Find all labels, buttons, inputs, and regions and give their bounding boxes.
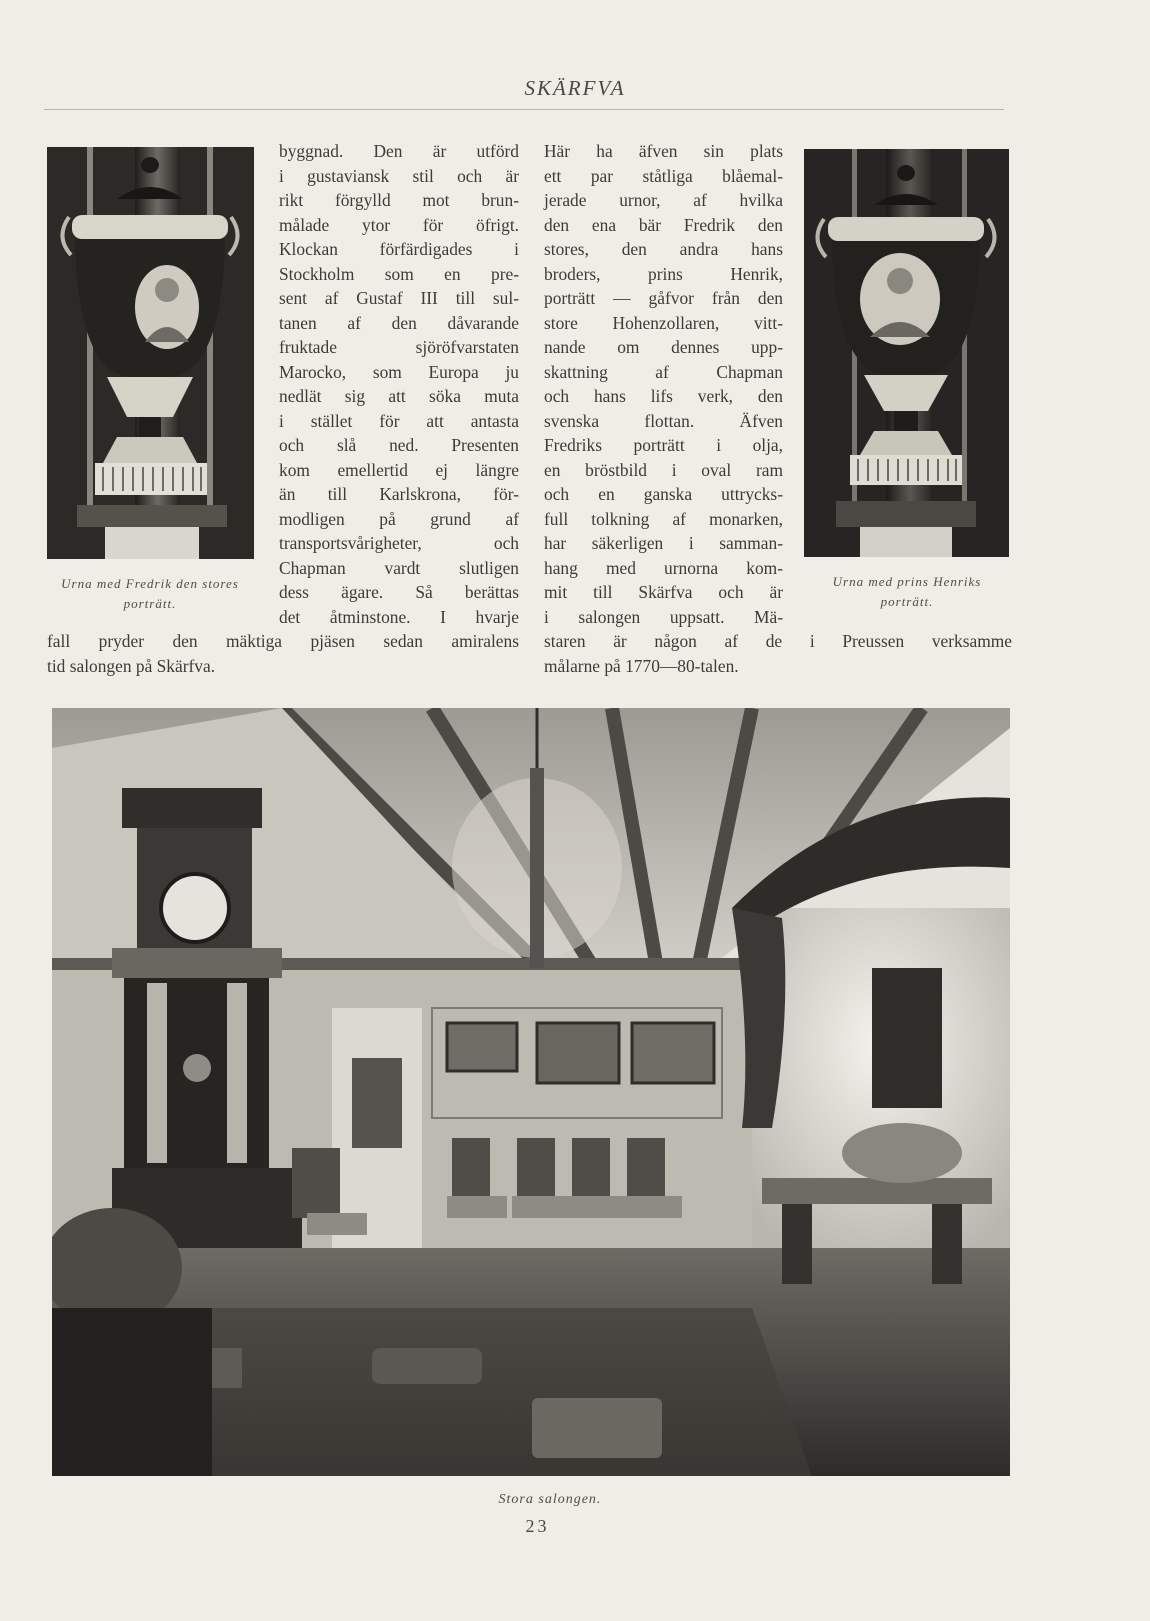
text-line: den ena bär Fredrik den (544, 214, 783, 235)
text-line: tid salongen på Skärfva. (47, 655, 216, 676)
text-line: porträtt — gåfvor från den (544, 288, 783, 308)
text-line: kom emellertid ej längre (279, 459, 519, 480)
text-line: i gustaviansk stil och är (279, 165, 519, 186)
text-line: Marocko, som Europa ju (279, 361, 519, 382)
text-line: nande om dennes upp- (544, 337, 783, 357)
text-line: målade ytor för öfrigt. (279, 214, 519, 235)
page-number: 23 (525, 1516, 550, 1536)
text-column-2 (544, 139, 783, 629)
text-line: målarne på 1770—80-talen. (544, 655, 739, 676)
text-line: full tolkning af monarken, (544, 508, 783, 529)
text-line: Chapman vardt slutligen (279, 557, 519, 578)
text-line: stores, den andra hans (544, 239, 783, 259)
running-header: SKÄRFVA (524, 76, 626, 100)
text-line: dess ägare. Så berättas (279, 582, 519, 602)
text-line: staren är någon af de i Preussen verksamme (544, 631, 1012, 651)
main-photo-caption: Stora salongen. (498, 1492, 602, 1507)
text-line: broders, prins Henrik, (544, 263, 783, 284)
text-line: sent af Gustaf III till sul- (279, 288, 519, 308)
text-column-1 (279, 139, 519, 629)
text-line: och hans lifs verk, den (544, 386, 783, 406)
text-line: rikt förgylld mot brun- (279, 190, 519, 210)
text-line: svenska flottan. Äfven (544, 410, 783, 431)
text-line: i salongen uppsatt. Mä- (544, 606, 783, 627)
left-urn-photo (47, 147, 254, 559)
right-photo-caption: Urna med prins Henriks porträtt. (832, 574, 982, 609)
text-line: mit till Skärfva och är (544, 582, 783, 602)
text-line: Här ha äfven sin plats (544, 141, 783, 161)
text-line: Klockan förfärdigades i (279, 239, 519, 259)
text-line: modligen på grund af (279, 508, 519, 529)
text-line: store Hohenzollaren, vitt- (544, 312, 783, 333)
text-line: och slå ned. Presenten (279, 435, 519, 455)
text-line: byggnad. Den är utförd (279, 141, 519, 161)
main-salon-photo (52, 708, 1010, 1476)
text-line: och en ganska uttrycks- (544, 484, 783, 504)
text-line: fruktade sjöröfvarstaten (279, 337, 519, 357)
text-line: Fredriks porträtt i olja, (544, 435, 783, 455)
right-urn-photo (804, 149, 1009, 557)
left-photo-caption: Urna med Fredrik den stores porträtt. (61, 576, 239, 611)
text-column-2-continued (544, 629, 1012, 678)
text-line: det åtminstone. I hvarje (279, 606, 519, 627)
text-line: jerade urnor, af hvilka (544, 190, 783, 210)
text-line: än till Karlskrona, för- (279, 484, 519, 504)
text-line: har säkerligen i samman- (544, 533, 783, 553)
text-line: transportsvårigheter, och (279, 533, 519, 553)
text-column-1-continued (47, 629, 519, 678)
text-line: fall pryder den mäktiga pjäsen sedan amiralens (47, 631, 519, 651)
text-line: nedlät sig att söka muta (279, 386, 519, 406)
text-line: en bröstbild i oval ram (544, 459, 783, 480)
text-line: skattning af Chapman (544, 361, 783, 382)
text-line: tanen af den dåvarande (279, 312, 519, 333)
text-line: i stället för att antasta (279, 410, 519, 431)
text-line: ett par ståtliga blåemal- (544, 165, 783, 186)
text-line: Stockholm som en pre- (279, 263, 519, 284)
text-line: hang med urnorna kom- (544, 557, 783, 578)
header-rule (44, 109, 1004, 110)
